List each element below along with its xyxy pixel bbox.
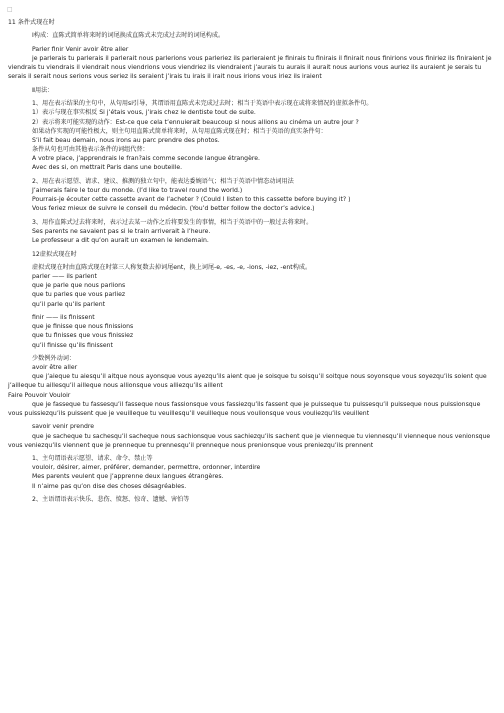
paragraph: Vous feriez mieux de suivre le conseil du médecin. (You’d better follow the doctor’s advice.) xyxy=(32,205,315,213)
paragraph: 条件从句也可由其他表示条件的词组代替： xyxy=(32,146,149,154)
paragraph: Le professeur a dit qu’on aurait un examen le lendemain. xyxy=(32,237,209,245)
paragraph: 虚拟式现在时由直陈式现在时第三人称复数去掉词尾ent，换上词尾-e, -es, -e, -ions, -iez, -ent构成。 xyxy=(32,263,312,271)
document-body xyxy=(8,18,496,504)
paragraph: je parlerais tu parlerais il parlerait nous parlerions vous parleriez ils parleraient je finirais tu finirais il finirait nous finirions vous finiriez ils finiraient je viendrais tu viendrais il viendrait nous viendrions vous viendriez ils viendraient j’aurais tu aurais il aurait nous aurions vous auriez ils auraient je serais tu serais il serait nous serions vous seriez ils seraient j’irais tu irais il irait nous irions vous iriez ils iraient xyxy=(8,55,492,81)
paragraph: que tu parles que vous parliez xyxy=(32,291,126,299)
paragraph: J’aimerais faire le tour du monde. (I’d like to travel round the world.) xyxy=(32,186,243,194)
paragraph: 1、主句谓语表示愿望、请求、命令、禁止等 xyxy=(32,455,153,463)
paragraph: Ⅰ构成：直陈式简单将来时的词尾换成直陈式未完成过去时的词尾构成。 xyxy=(32,32,225,40)
paragraph: 1、用在表示结果的主句中，从句用si引导，其谓语用直陈式未完成过去时；相当于英语中表示现在或将来情况的虚拟条件句。 xyxy=(32,100,373,108)
paragraph: Il n’aime pas qu’on dise des choses désagréables. xyxy=(32,482,187,490)
paragraph: Faire Pouvoir Vouloir xyxy=(8,391,71,399)
paragraph: finir —— ils finissent xyxy=(32,314,95,322)
paragraph: S’il fait beau demain, nous irons au parc prendre des photos. xyxy=(32,136,220,144)
page-marker: □ xyxy=(7,6,13,13)
paragraph: 少数例外动词： xyxy=(32,354,75,362)
paragraph: que j’aieque tu aiesqu’il aitque nous ayonsque vous ayezqu’ils aient que je soisque tu soisqu’il soitque nous soyonsque vous soyezqu’ils soient que j’ailleque tu aillesqu’il ailleque nous allionsque vous alliezqu’ils aillent xyxy=(8,373,487,390)
paragraph: qu’il finisse qu’ils finissent xyxy=(32,341,113,349)
paragraph: 3、用作直陈式过去将来时，表示过去某一动作之后将要发生的事情，相当于英语中的一般过去将来时。 xyxy=(32,218,313,226)
paragraph: Avec des si, on mettrait Paris dans une bouteille. xyxy=(32,164,183,172)
paragraph: A votre place, j’apprendrais le fran?ais comme seconde langue étrangère. xyxy=(32,155,260,163)
paragraph: que tu finisses que vous finissiez xyxy=(32,332,134,340)
paragraph: que je parle que nous parlions xyxy=(32,282,126,290)
section-heading: Ⅱ用法： xyxy=(32,86,54,94)
paragraph: que je finisse que nous finissions xyxy=(32,323,134,331)
paragraph: 如果动作实现的可能性极大，则主句用直陈式简单将来时，从句用直陈式现在时；相当于英语的真实条件句： xyxy=(32,127,327,135)
paragraph: savoir venir prendre xyxy=(32,423,95,431)
paragraph: qu’il parle qu’ils parlent xyxy=(32,300,106,308)
paragraph: Mes parents veulent que j’apprenne deux langues étrangères. xyxy=(32,473,224,481)
paragraph: Pourrais-je écouter cette cassette avant de l’acheter ? (Could I listen to this cassette before buying it? ) xyxy=(32,196,351,204)
paragraph: que je sacheque tu sachesqu’il sacheque nous sachionsque vous sachiezqu’ils sachent que je vienneque tu viennesqu’il vienneque nous venionsque vous veniezqu’ils viennent que je prenneque tu prennesqu’il prenneque nous prenionsque vous preniezqu’ils prennent xyxy=(8,432,491,449)
paragraph: parler —— ils parlent xyxy=(32,273,97,281)
paragraph: 2、主语谓语表示快乐、悲伤、愤怒、惊奇、遗憾、害怕等 xyxy=(32,496,190,504)
paragraph: vouloir, désirer, aimer, préférer, demander, permettre, ordonner, interdire xyxy=(32,464,261,472)
paragraph: 1）表示与现在事实相反 Si j’étais vous, j’irais chez le dentiste tout de suite. xyxy=(32,109,256,117)
paragraph: que je fasseque tu fassesqu’il fasseque nous fassionsque vous fassiezqu’ils fassent que je puisseque tu puissesqu’il puisseque nous puissionsque vous puissiezqu’ils puissent que je veuilleque tu veuillesqu’il veuilleque nous voulionsque vous vouliezqu’ils veuillent xyxy=(8,400,481,417)
paragraph: 2、用在表示愿望、请求、建议、推测的独立句中，能表达委婉语气；相当于英语中情态动词用法 xyxy=(32,177,294,185)
paragraph: Ses parents ne savaient pas si le train arriverait à l’heure. xyxy=(32,227,211,235)
section-heading: 11 条件式现在时 xyxy=(8,19,55,26)
section-heading: 12虚拟式现在时 xyxy=(32,250,77,258)
paragraph: Parler finir Venir avoir être aller xyxy=(32,45,129,53)
paragraph: avoir être aller xyxy=(32,364,78,372)
paragraph: 2）表示将来可能实现的动作：Est-ce que cela t’ennuierait beaucoup si nous allions au cinéma un autre jour ? xyxy=(32,118,359,126)
